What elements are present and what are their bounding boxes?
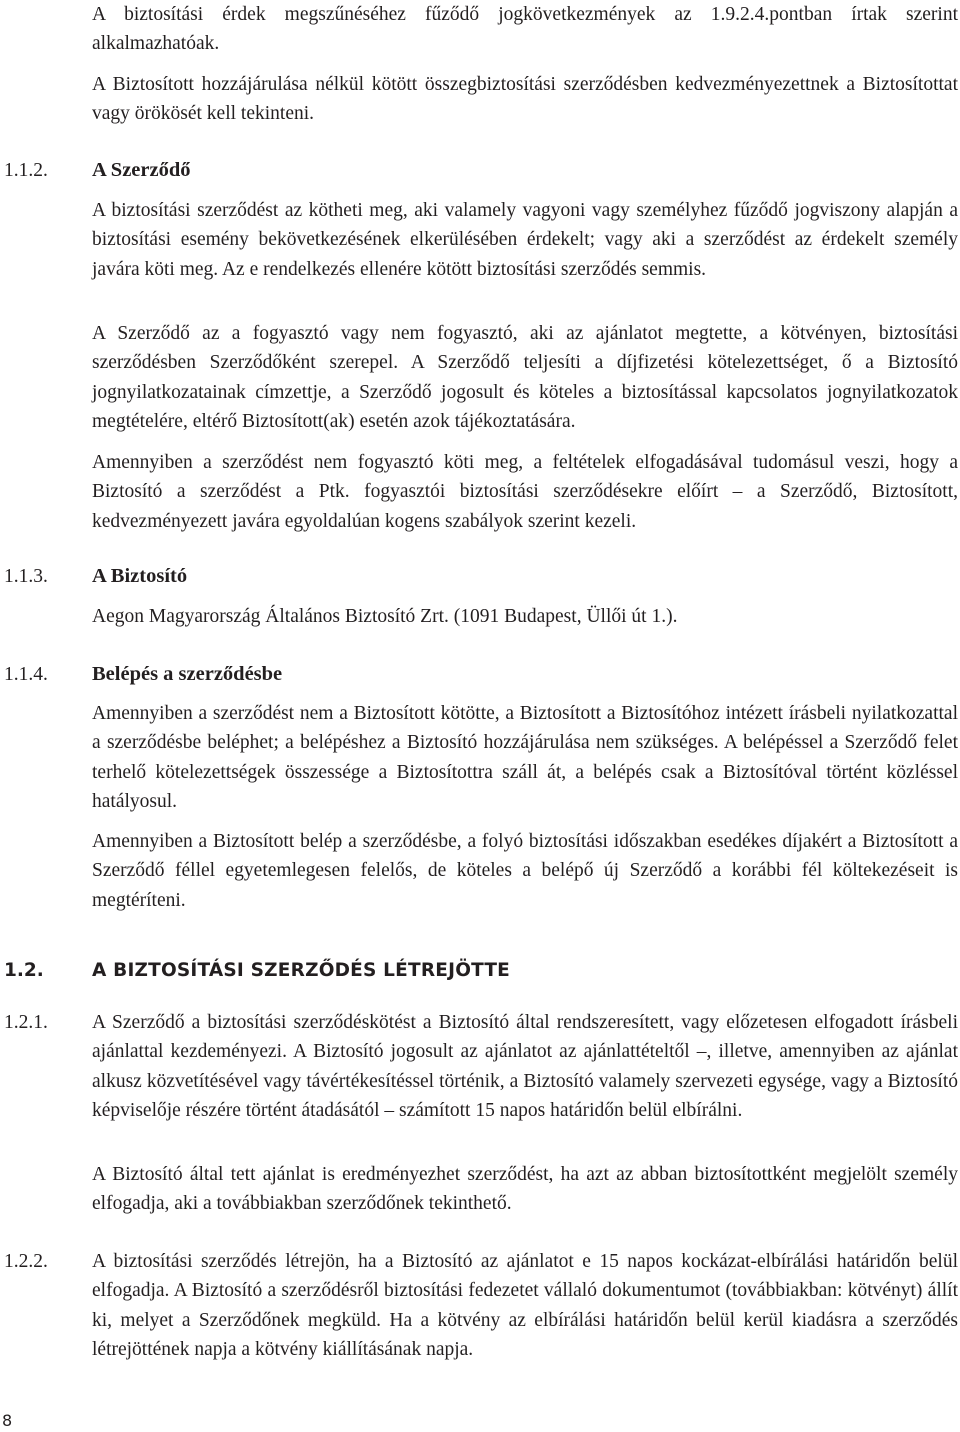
section-1-2-1-paragraph-2: A Biztosító által tett ajánlat is eredményezhet szerződést, ha azt az abban biztosítottként megjelölt személy elfogadja, aki a továbbiakban szerződőnek tekinthető. xyxy=(92,1164,958,1215)
section-number-1-1-2: 1.1.2. xyxy=(4,160,48,181)
section-title-belepes: Belépés a szerződésbe xyxy=(92,663,283,685)
section-1-2-2-paragraph: A biztosítási szerződés létrejön, ha a Biztosító az ajánlatot e 15 napos kockázat-elbírálási határidőn belül elfogadja. A Biztosító a szerződésről biztosítási fedezetet vállaló dokumentumot (továbbiakban: kötvényt) állít ki, melyet a Szerződőnek megküld. Ha a kötvény az elbírálási határidőn belül kerül kiadásra a szerződés létrejöttének napja a kötvény kiállításának napja. xyxy=(92,1251,958,1360)
section-title-szerzodo: A Szerződő xyxy=(92,159,191,181)
szerzodo-paragraph-3: Amennyiben a szerződést nem fogyasztó köti meg, a feltételek elfogadásával tudomásul veszi, hogy a Biztosító a szerződést a Ptk. fogyasztói biztosítási szerződésekre előírt – a Szerződő, Biztosított, kedvezményezett javára egyoldalúan kogens szabályok szerint kezeli. xyxy=(92,452,958,532)
page-number: 8 xyxy=(2,1411,13,1430)
section-number-1-2-1: 1.2.1. xyxy=(4,1012,48,1033)
section-title-biztosito: A Biztosító xyxy=(92,565,188,587)
szerzodo-paragraph-1: A biztosítási szerződést az kötheti meg, aki valamely vagyoni vagy személyhez fűződő jogviszony alapján a biztosítási esemény bekövetkezésének elkerülésében érdekelt; vagy aki a szerződést az érdekelt személy javára köti meg. Az e rendelkezés ellenére kötött biztosítási szerződés semmis. xyxy=(92,200,958,280)
section-number-1-1-4: 1.1.4. xyxy=(4,664,48,685)
szerzodo-paragraph-2: A Szerződő az a fogyasztó vagy nem fogyasztó, aki az ajánlatot megtette, a kötvényen, biztosítási szerződésben Szerződőként szerepel. A Szerződő teljesíti a díjfizetési kötelezettséget, ő a Biztosító jognyilatkozatainak címzettje, a Szerződő jogosult és köteles a biztosítással kapcsolatos jognyilatkozatok megtételére, eltérő Biztosított(ak) esetén azok tájékoztatására. xyxy=(92,323,958,432)
biztosito-paragraph: Aegon Magyarország Általános Biztosító Zrt. (1091 Budapest, Üllői út 1.). xyxy=(92,606,678,627)
section-1-2-1-paragraph-1: A Szerződő a biztosítási szerződéskötést a Biztosító által rendszeresített, vagy előzetesen elfogadott írásbeli ajánlattal kezdeményezi. A Biztosító jogosult az ajánlatot az ajánlattételtől –, illetve, amennyiben az ajánlat alkusz közvetítésével vagy távértékesítéssel történik, a Biztosító valamely szervezeti egysége, vagy a Biztosító képviselője részére történt átadásától – számított 15 napos határidőn belül elbírálni. xyxy=(92,1012,958,1121)
section-number-1-2-2: 1.2.2. xyxy=(4,1251,48,1272)
chapter-number-1-2: 1.2. xyxy=(4,960,44,981)
belepes-paragraph-2: Amennyiben a Biztosított belép a szerződésbe, a folyó biztosítási időszakban esedékes díjakért a Biztosított a Szerződő féllel egyetemlegesen felelős, de köteles a belépő új Szerződő a korábbi fél költekezéseit is megtéríteni. xyxy=(92,831,958,911)
intro-paragraph-1: A biztosítási érdek megszűnéséhez fűződő jogkövetkezmények az 1.9.2.4.pontban írtak szerint alkalmazhatóak. xyxy=(92,4,958,55)
chapter-title: A BIZTOSÍTÁSI SZERZŐDÉS LÉTREJÖTTE xyxy=(92,960,511,981)
section-number-1-1-3: 1.1.3. xyxy=(4,566,48,587)
intro-paragraph-2: A Biztosított hozzájárulása nélkül kötött összegbiztosítási szerződésben kedvezményezettnek a Biztosítottat vagy örökösét kell tekinteni. xyxy=(92,74,958,125)
belepes-paragraph-1: Amennyiben a szerződést nem a Biztosított kötötte, a Biztosított a Biztosítóhoz intézett írásbeli nyilatkozattal a szerződésbe beléphet; a belépéshez a Biztosító hozzájárulása nem szükséges. A belépéssel a Szerződő felet terhelő kötelezettségek összessége a Biztosítottra száll át, a belépés csak a Biztosítóval történt közléssel hatályosul. xyxy=(92,703,958,812)
